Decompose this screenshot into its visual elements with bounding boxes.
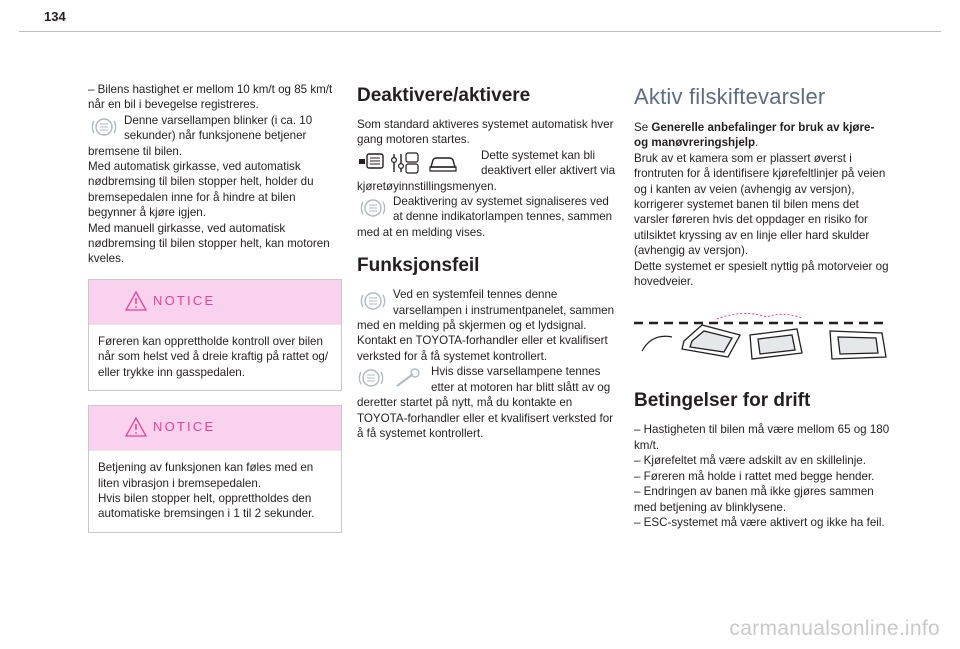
watermark: carmanualsonline.info bbox=[729, 617, 940, 640]
camera-description-text: Bruk av et kamera som er plassert øverst i frontruten for å identifisere kjørefeltlinjer på veien og i kanten av veien (avhengig av versjon), korrigerer systemet banen til bilen mens det varsler føreren hvis det oppdager en risiko for utilsiktet kryssing av en linje eller hard skulder (avhengig av versjon). bbox=[634, 151, 886, 258]
contact-dealer-text: Kontakt en TOYOTA-forhandler eller et kvalifisert verksted for å få systemet kontrollert. bbox=[357, 334, 608, 363]
section-heading: Betingelser for drift bbox=[634, 390, 811, 412]
manual-gearbox-text: Med manuell girkasse, ved automatisk nødbremsing til bilen stopper helt, kan motoren kveles. bbox=[88, 221, 330, 266]
condition-item: – Endringen av banen må ikke gjøres sammen med betjening av blinklysene. bbox=[634, 485, 874, 514]
condition-item: – ESC-systemet må være aktivert og ikke ha feil. bbox=[634, 515, 885, 529]
car-icon bbox=[430, 158, 456, 171]
settings-icons bbox=[357, 150, 475, 176]
speed-range-text: – Bilens hastighet er mellom 10 km/t og 85 km/t når en bil i bevegelse registreres. bbox=[88, 83, 333, 112]
warning-lamp-icon bbox=[90, 115, 118, 139]
section-heading: Funksjonsfeil bbox=[357, 255, 480, 277]
menu-icon bbox=[359, 154, 383, 168]
fault-lamp-text: Ved en systemfeil tennes denne varsellampen i instrumentpanelet, sammen med en melding på skjermen og et lydsignal. bbox=[357, 288, 615, 333]
notice-title: NOTICE bbox=[153, 419, 216, 435]
see-recommendations-text bbox=[634, 120, 890, 151]
notice-header bbox=[89, 280, 341, 324]
column-1 bbox=[88, 82, 342, 533]
notice-box bbox=[88, 279, 342, 391]
notice-header bbox=[89, 406, 341, 450]
deactivate-menu-text: Dette systemet kan bli deaktivert eller aktivert via kjøretøyinnstillingsmenyen. bbox=[357, 148, 616, 193]
restart-fault-text: Hvis disse varsellampene tennes etter at motoren har blitt slått av og deretter startet på nytt, må du kontakte en TOYOTA-forhandler eller et kvalifisert verksted for å få systemet kontrollert. bbox=[357, 365, 614, 440]
vehicle-settings-icon bbox=[392, 153, 418, 173]
notice-text: Betjening av funksjonen kan føles med en liten vibrasjon i bremsepedalen. Hvis bilen stopper helt, opprettholdes den automatiske bremsingen i 1 til 2 sekunder. bbox=[89, 450, 341, 532]
default-activation-text: Som standard aktiveres systemet automatisk hver gang motoren startes. bbox=[357, 118, 614, 147]
see-reference: Generelle anbefalinger for bruk av kjøre- og manøvreringshjelp bbox=[634, 121, 875, 150]
lamp-icon bbox=[359, 370, 382, 386]
motorway-text: Dette systemet er spesielt nyttig på motorveier og hovedveier. bbox=[634, 259, 889, 289]
fault-lamps-icons bbox=[357, 366, 425, 390]
automatic-gearbox-text: Med automatisk girkasse, ved automatisk nødbremsing til bilen stopper helt, holder du bremsepedalen inne for å hindre at bilen begynner å kjøre igjen. bbox=[88, 160, 314, 220]
page-number: 134 bbox=[44, 9, 66, 24]
wrench-icon bbox=[397, 369, 419, 386]
condition-item: – Hastigheten til bilen må være mellom 65 og 180 km/t. bbox=[634, 423, 890, 452]
condition-item: – Føreren må holde i rattet med begge hender. bbox=[634, 469, 875, 483]
section-heading: Deaktivere/aktivere bbox=[357, 85, 531, 106]
deactivation-signal-text: Deaktivering av systemet signaliseres ved at denne indikatorlampen tennes, sammen med at en melding vises. bbox=[357, 195, 613, 239]
see-prefix: Se bbox=[634, 121, 652, 134]
notice-title: NOTICE bbox=[153, 292, 216, 308]
section-heading: Aktiv filskiftevarsler bbox=[634, 84, 826, 109]
see-suffix: . bbox=[755, 136, 759, 150]
indicator-lamp-icon bbox=[359, 196, 387, 220]
column-3 bbox=[634, 84, 890, 530]
warning-triangle-icon bbox=[125, 417, 147, 437]
column-2 bbox=[357, 84, 619, 441]
lamp-blinks-text: Denne varsellampen blinker (i ca. 10 sekunder) når funksjonene betjener bremsene til bilen. bbox=[88, 113, 313, 158]
header-rule bbox=[19, 31, 941, 32]
lane-departure-illustration bbox=[632, 311, 890, 371]
condition-item: – Kjørefeltet må være adskilt av en skillelinje. bbox=[634, 454, 866, 468]
fault-lamp-icon bbox=[359, 289, 387, 313]
notice-text: Føreren kan opprettholde kontroll over bilen når som helst ved å dreie kraftig på rattet og/ eller trykke inn gasspedalen. bbox=[89, 324, 341, 390]
notice-box bbox=[88, 405, 342, 533]
warning-triangle-icon bbox=[125, 291, 147, 311]
